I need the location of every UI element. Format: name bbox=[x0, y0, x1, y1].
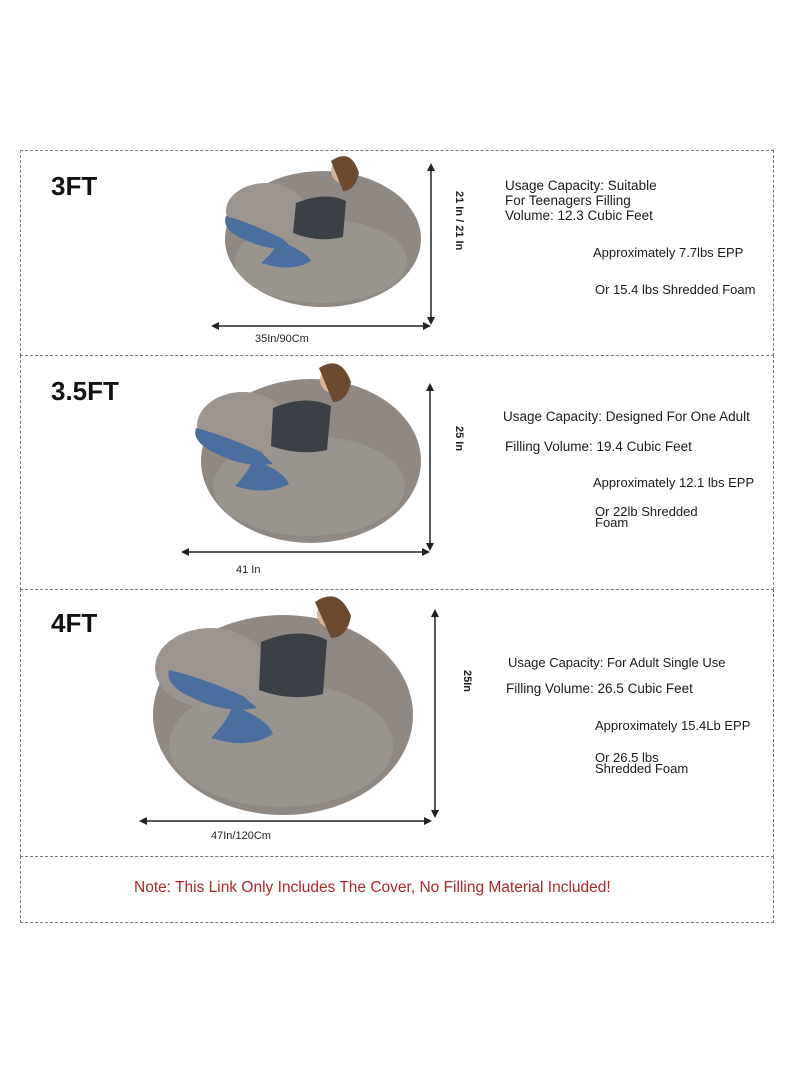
usage-capacity: Usage Capacity: Suitable For Teenagers Filling Volume: 12.3 Cubic Feet bbox=[505, 178, 657, 223]
usage-capacity: Usage Capacity: Designed For One Adult bbox=[503, 409, 750, 424]
height-label: 25In bbox=[461, 670, 473, 693]
size-label: 3.5FT bbox=[51, 376, 119, 406]
height-label: 21 In / 21 In bbox=[453, 191, 465, 251]
width-label: 47In/120Cm bbox=[211, 830, 271, 842]
note-panel bbox=[20, 856, 774, 923]
cover-only-note: Note: This Link Only Includes The Cover, No Filling Material Included! bbox=[134, 879, 611, 896]
foam-weight: Or 22lb Shredded Foam bbox=[595, 504, 698, 530]
width-label: 35In/90Cm bbox=[255, 333, 309, 345]
foam-weight: Or 15.4 lbs Shredded Foam bbox=[595, 282, 756, 297]
height-label: 25 In bbox=[453, 426, 465, 452]
filling-volume: Filling Volume: 19.4 Cubic Feet bbox=[505, 439, 692, 454]
foam-weight: Or 26.5 lbs Shredded Foam bbox=[595, 750, 689, 776]
size-label: 4FT bbox=[51, 608, 98, 638]
size-panel-3ft bbox=[20, 150, 774, 356]
width-label: 41 In bbox=[236, 564, 261, 576]
usage-capacity: Usage Capacity: For Adult Single Use bbox=[508, 655, 726, 670]
dimension-arrows bbox=[21, 356, 775, 591]
size-panel-4ft bbox=[20, 589, 774, 857]
size-label: 3FT bbox=[51, 171, 98, 201]
filling-volume: Filling Volume: 26.5 Cubic Feet bbox=[506, 681, 693, 696]
epp-weight: Approximately 12.1 lbs EPP bbox=[593, 475, 755, 490]
size-panel-3-5ft bbox=[20, 355, 774, 590]
epp-weight: Approximately 15.4Lb EPP bbox=[595, 718, 751, 733]
epp-weight: Approximately 7.7lbs EPP bbox=[593, 245, 744, 260]
